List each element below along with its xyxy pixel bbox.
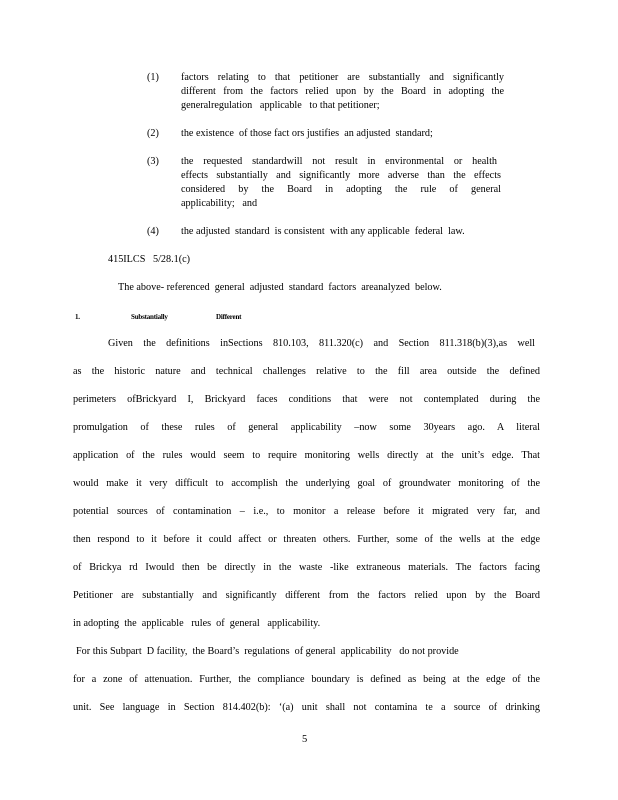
- list-item-1-line-1: factors relating to that petitioner are substantially and significantly: [181, 72, 504, 83]
- section-number: 1.: [75, 313, 80, 321]
- paragraph-1-line-11: in adopting the applicable rules of general applicability.: [73, 618, 321, 629]
- statute-citation: 415ILCS 5/28.1(c): [108, 254, 191, 265]
- section-title-part-2: Different: [216, 313, 242, 321]
- list-item-2-number: (2): [147, 128, 159, 139]
- intro-sentence: The above- referenced general adjusted standard factors areanalyzed below.: [118, 282, 442, 293]
- paragraph-1-line-2: as the historic nature and technical challenges relative to the fill area outside the defined: [73, 366, 540, 377]
- list-item-1-line-3: generalregulation applicable to that petitioner;: [181, 100, 380, 111]
- list-item-3-line-4: applicability; and: [181, 198, 258, 209]
- list-item-4-line-1: the adjusted standard is consistent with any applicable federal law.: [181, 226, 465, 237]
- list-item-3-line-1: the requested standardwill not result in environmental or health: [181, 156, 497, 167]
- paragraph-2-line-3: unit. See language in Section 814.402(b): ‘(a) unit shall not contamina te a source of drinking: [73, 702, 540, 713]
- list-item-3-line-2: effects substantially and significantly more adverse than the effects: [181, 170, 501, 181]
- paragraph-1-line-9: of Brickya rd Iwould then be directly in the waste -like extraneous materials. The factors facing: [73, 562, 540, 573]
- list-item-1-line-2: different from the factors relied upon by the Board in adopting the: [181, 86, 504, 97]
- paragraph-1-line-10: Petitioner are substantially and significantly different from the factors relied upon by the Board: [73, 590, 540, 601]
- list-item-3-number: (3): [147, 156, 159, 167]
- paragraph-1-line-7: potential sources of contamination – i.e., to monitor a release before it migrated very far, and: [73, 506, 540, 517]
- paragraph-1-line-4: promulgation of these rules of general applicability –now some 30years ago. A literal: [73, 422, 540, 433]
- section-title-part-1: Substantially: [131, 313, 168, 321]
- paragraph-2-line-1: For this Subpart D facility, the Board’s regulations of general applicability do not provide: [76, 646, 459, 657]
- paragraph-1-line-1: Given the definitions inSections 810.103, 811.320(c) and Section 811.318(b)(3),as well: [108, 338, 535, 349]
- list-item-1-number: (1): [147, 72, 159, 83]
- paragraph-2-line-2: for a zone of attenuation. Further, the compliance boundary is defined as being at the edge of the: [73, 674, 540, 685]
- paragraph-1-line-8: then respond to it before it could affect or threaten others. Further, some of the wells at the edge: [73, 534, 540, 545]
- list-item-3-line-3: considered by the Board in adopting the rule of general: [181, 184, 501, 195]
- paragraph-1-line-3: perimeters ofBrickyard I, Brickyard faces conditions that were not contemplated during the: [73, 394, 540, 405]
- list-item-2-line-1: the existence of those fact ors justifies an adjusted standard;: [181, 128, 433, 139]
- list-item-4-number: (4): [147, 226, 159, 237]
- page-number: 5: [302, 734, 308, 745]
- paragraph-1-line-6: would make it very difficult to accomplish the underlying goal of groundwater monitoring of the: [73, 478, 540, 489]
- paragraph-1-line-5: application of the rules would seem to require monitoring wells directly at the unit’s edge. That: [73, 450, 540, 461]
